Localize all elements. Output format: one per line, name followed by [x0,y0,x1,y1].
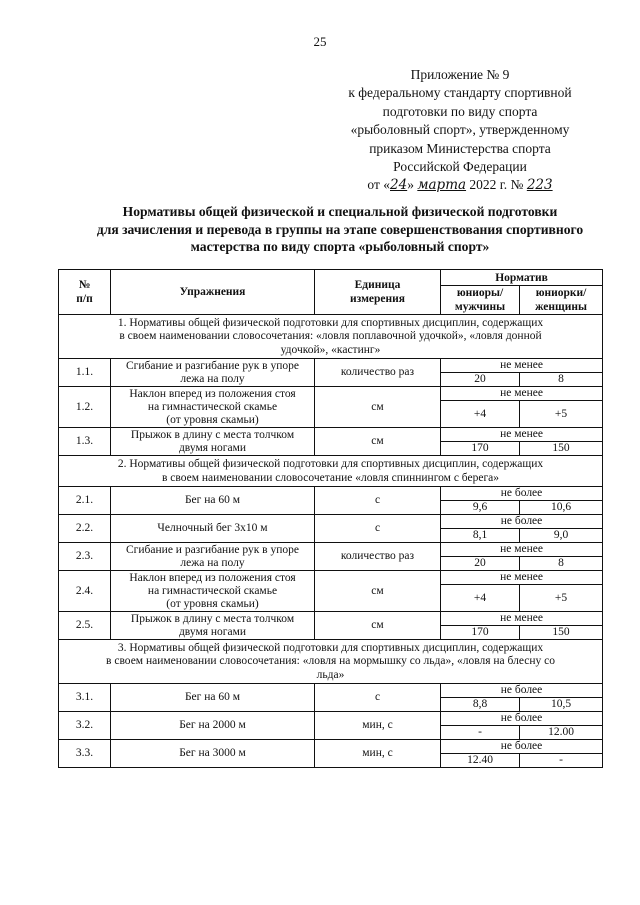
section-heading: 1. Нормативы общей физической подготовки для спортивных дисциплин, содержащих в своем наименовании словосочетания: «ловля поплавочной удочкой», «ловля донной удочкой», «кастинг» [59,315,603,359]
female-value: 150 [520,626,603,640]
unit-cell: с [315,684,441,712]
table-row [59,612,603,626]
order-day: 24 [390,177,408,194]
exercise-name: Бег на 60 м [111,487,315,515]
unit-cell: количество раз [315,359,441,387]
unit-cell: количество раз [315,543,441,571]
title-line: Нормативы общей физической и специальной физической подготовки [122,204,558,219]
table-row [59,684,603,698]
female-value: 8 [520,557,603,571]
appendix-line: «рыболовный спорт», утвержденному [350,122,570,138]
title-line: мастерства по виду спорта «рыболовный спорт» [190,239,490,255]
requirement-cell: не более [441,515,603,529]
row-number: 2.1. [59,487,111,515]
row-number: 3.1. [59,684,111,712]
requirement-cell: не менее [441,359,603,373]
female-value: 9,0 [520,529,603,543]
unit-cell: см [315,428,441,456]
section-heading-row [59,315,603,359]
unit-cell: с [315,487,441,515]
male-value: 170 [441,442,520,456]
appendix-line: Российской Федерации [393,159,527,175]
male-value: 20 [441,557,520,571]
document-title [60,203,620,256]
male-value: 9,6 [441,501,520,515]
requirement-cell: не менее [441,428,603,442]
requirement-cell: не более [441,487,603,501]
row-number: 2.2. [59,515,111,543]
appendix-line: приказом Министерства спорта [369,140,551,156]
page-number: 25 [313,34,327,49]
order-number: 223 [526,177,553,194]
table-row [59,543,603,557]
appendix-block [332,66,588,195]
exercise-name: Прыжок в длину с места толчком двумя ногами [111,428,315,456]
table-row [59,387,603,401]
row-number: 1.1. [59,359,111,387]
requirement-cell: не менее [441,571,603,585]
table-row [59,712,603,726]
requirement-cell: не более [441,740,603,754]
requirement-cell: не более [441,712,603,726]
row-number: 1.2. [59,387,111,428]
appendix-line: к федеральному стандарту спортивной [348,85,572,101]
table-row [59,571,603,585]
header-female: юниорки/ женщины [520,286,603,315]
exercise-name: Бег на 2000 м [111,712,315,740]
header-exercise: Упражнения [111,270,315,315]
appendix-title: Приложение № 9 [410,67,510,82]
appendix-line: подготовки по виду спорта [382,103,538,119]
female-value: 150 [520,442,603,456]
female-value: 10,6 [520,501,603,515]
male-value: 12.40 [441,754,520,768]
male-value: 170 [441,626,520,640]
male-value: +4 [441,585,520,612]
norms-table [58,269,603,768]
title-line: для зачисления и перевода в группы на этапе совершенствования спортивного [96,221,584,237]
table-row [59,740,603,754]
section-heading: 3. Нормативы общей физической подготовки для спортивных дисциплин, содержащих в своем наименовании словосочетания: «ловля на мормышку со льда», «ловля на блесну со льда» [59,640,603,684]
header-num: № п/п [59,270,111,315]
table-row [59,428,603,442]
requirement-cell: не менее [441,612,603,626]
order-mid: » [407,177,418,193]
female-value: +5 [520,585,603,612]
row-number: 3.3. [59,740,111,768]
male-value: 8,1 [441,529,520,543]
unit-cell: мин, с [315,712,441,740]
female-value: 8 [520,373,603,387]
row-number: 2.5. [59,612,111,640]
requirement-cell: не менее [441,543,603,557]
unit-cell: с [315,515,441,543]
female-value: 12.00 [520,726,603,740]
section-heading-row [59,456,603,487]
row-number: 3.2. [59,712,111,740]
exercise-name: Сгибание и разгибание рук в упоре лежа на полу [111,359,315,387]
male-value: +4 [441,401,520,428]
order-date-line [332,176,588,194]
female-value: - [520,754,603,768]
order-month: марта [417,177,467,194]
female-value: 10,5 [520,698,603,712]
male-value: 8,8 [441,698,520,712]
row-number: 2.4. [59,571,111,612]
male-value: - [441,726,520,740]
header-norm: Норматив [441,270,603,286]
unit-cell: мин, с [315,740,441,768]
order-prefix: от « [367,177,390,193]
section-heading: 2. Нормативы общей физической подготовки для спортивных дисциплин, содержащих в своем наименовании словосочетание «ловля спиннингом с берега» [59,456,603,487]
exercise-name: Бег на 3000 м [111,740,315,768]
header-male: юниоры/ мужчины [441,286,520,315]
table-body [59,315,603,768]
exercise-name: Бег на 60 м [111,684,315,712]
unit-cell: см [315,612,441,640]
row-number: 2.3. [59,543,111,571]
male-value: 20 [441,373,520,387]
exercise-name: Прыжок в длину с места толчком двумя ногами [111,612,315,640]
exercise-name: Челночный бег 3х10 м [111,515,315,543]
exercise-name: Сгибание и разгибание рук в упоре лежа на полу [111,543,315,571]
header-unit: Единица измерения [315,270,441,315]
row-number: 1.3. [59,428,111,456]
unit-cell: см [315,571,441,612]
unit-cell: см [315,387,441,428]
requirement-cell: не менее [441,387,603,401]
exercise-name: Наклон вперед из положения стоя на гимнастической скамье (от уровня скамьи) [111,571,315,612]
female-value: +5 [520,401,603,428]
order-year: 2022 г. № [466,177,527,193]
table-row [59,487,603,501]
table-row [59,515,603,529]
requirement-cell: не более [441,684,603,698]
section-heading-row [59,640,603,684]
table-row [59,359,603,373]
exercise-name: Наклон вперед из положения стоя на гимнастической скамье (от уровня скамьи) [111,387,315,428]
